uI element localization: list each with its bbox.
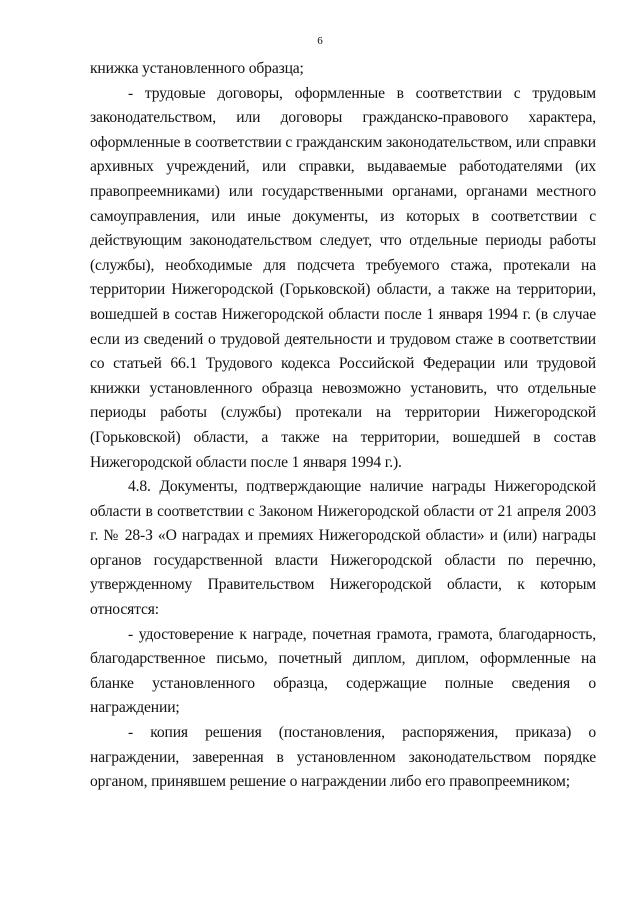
paragraph-employment-contracts: - трудовые договоры, оформленные в соответствии с трудовым законодательством, или договоры гражданско-правового характера, оформленные в соответствии с гражданским законодательством, или справки архивных учреждений, или справки, выдаваемые работодателями (их правопреемниками) или государственными органами, органами местного самоуправления, или иные документы, из которых в соответствии с действующим законодательством следует, что отдельные периоды работы (службы), необходимые для подсчета требуемого стажа, протекали на территории Нижегородской (Горьковской) области, а также на территории, вошедшей в состав Нижегородской области после 1 января 1994 г. (в случае если из сведений о трудовой деятельности и трудовом стаже в соответствии со статьей 66.1 Трудового кодекса Российской Федерации или трудовой книжки установленного образца невозможно установить, что отдельные периоды работы (службы) протекали на территории Нижегородской (Горьковской) области, а также на территории, вошедшей в состав Нижегородской области после 1 января 1994 г.).: [90, 84, 596, 471]
page-number: 6: [317, 35, 323, 47]
paragraph-section-4-8: 4.8. Документы, подтверждающие наличие награды Нижегородской области в соответствии с Законом Нижегородской области от 21 апреля 2003 г. № 28-З «О наградах и премиях Нижегородской области» и (или) награды органов государственной власти Нижегородской области по перечню, утвержденному Правительством Нижегородской области, к которым относятся:: [90, 478, 596, 619]
paragraph-continuation: книжка установленного образца;: [90, 60, 304, 77]
document-body: [90, 57, 596, 795]
paragraph-award-certificate: - удостоверение к награде, почетная грамота, грамота, благодарность, благодарственное письмо, почетный диплом, диплом, оформленные на бланке установленного образца, содержащие полные сведения о награждении;: [90, 625, 596, 717]
paragraph-award-decision-copy: - копия решения (постановления, распоряжения, приказа) о награждении, заверенная в установленном законодательством порядке органом, принявшем решение о награждении либо его правопреемником;: [90, 724, 596, 791]
